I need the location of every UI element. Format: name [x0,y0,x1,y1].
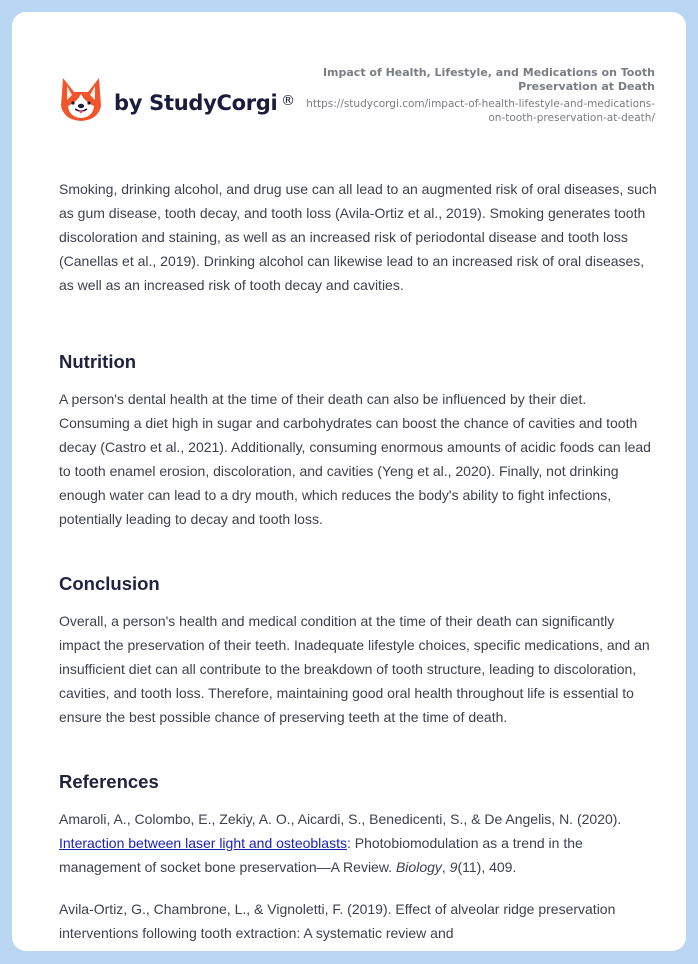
document-meta [295,66,655,125]
document-page [12,12,686,951]
reference-link[interactable]: Interaction between laser light and osteoblasts [59,835,347,851]
reference-separator: , [441,859,450,875]
reference-text: : Photobiomodulation as a trend in the management of socket bone preservation—A Review. [59,835,583,875]
page-header [12,12,686,162]
section-heading-conclusion: Conclusion [59,573,160,594]
conclusion-paragraph: Overall, a person's health and medical condition at the time of their death can significantly impact the preservation of their teeth. Inadequate lifestyle choices, specific medications, and an insufficient diet can all contribute to the breakdown of tooth structure, leading to discoloration, cavities, and tooth loss. Therefore, maintaining good oral health throughout life is essential to ensure the best possible chance of preserving teeth at the time of death. [59,613,650,725]
studycorgi-logo[interactable] [60,76,295,122]
reference-item [59,807,659,879]
corgi-logo-icon [60,76,102,122]
document-title: Impact of Health, Lifestyle, and Medications on Tooth Preservation at Death [322,66,655,93]
reference-item: Avila-Ortiz, G., Chambrone, L., & Vignoletti, F. (2019). Effect of alveolar ridge preservation interventions following tooth extraction: A systematic review and [59,901,616,941]
registered-mark: ® [281,93,295,109]
section-heading-nutrition: Nutrition [59,351,137,372]
intro-paragraph: Smoking, drinking alcohol, and drug use can all lead to an augmented risk of oral diseases, such as gum disease, tooth decay, and tooth loss (Avila-Ortiz et al., 2019). Smoking generates tooth discoloration and staining, as well as an increased risk of periodontal disease and tooth loss (Canellas et al., 2019). Drinking alcohol can likewise lead to an increased risk of oral diseases, as well as an increased risk of tooth decay and cavities. [59,181,657,293]
reference-journal: Biology [395,859,442,875]
reference-text: Amaroli, A., Colombo, E., Zekiy, A. O., Aicardi, S., Benedicenti, S., & De Angelis, N. (2020). [59,811,622,827]
reference-volume: 9 [449,859,458,875]
reference-issue-pages: (11), 409. [457,859,517,875]
document-url[interactable]: https://studycorgi.com/impact-of-health-lifestyle-and-medications-on-tooth-preservation-at-death/ [306,98,655,124]
section-heading-references: References [59,771,159,792]
nutrition-paragraph: A person's dental health at the time of their death can also be influenced by their diet. Consuming a diet high in sugar and carbohydrates can boost the chance of cavities and tooth decay (Castro et al., 2021). Additionally, consuming enormous amounts of acidic foods can lead to tooth enamel erosion, discoloration, and cavities (Yeng et al., 2020). Finally, not drinking enough water can lead to a dry mouth, which reduces the body's ability to fight infections, potentially leading to decay and tooth loss. [59,391,651,527]
logo-wordmark: by StudyCorgi [114,91,278,115]
